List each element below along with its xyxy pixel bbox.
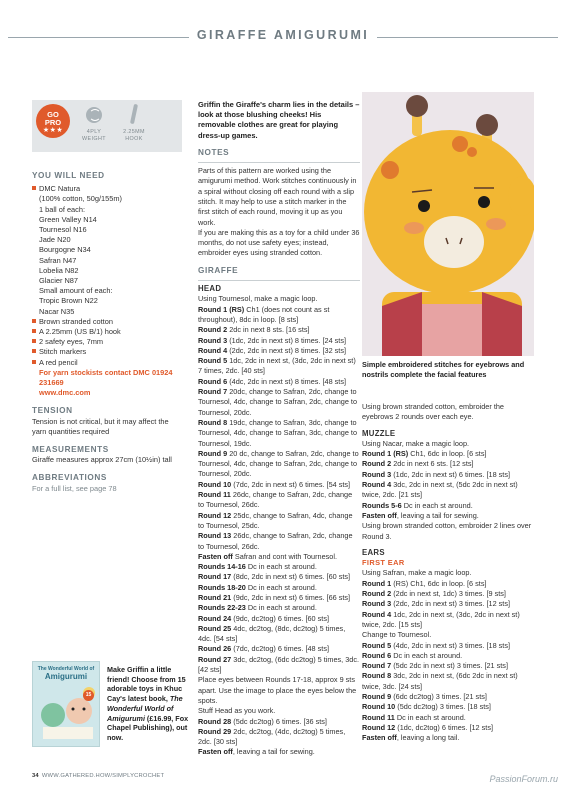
yarn-weight-label: 4PLY WEIGHT <box>82 129 106 142</box>
pattern-row: Rounds 5-6 Dc in each st around. <box>362 500 473 510</box>
stockist-info: For yarn stockists contact DMC 01924 231669 <box>39 367 173 388</box>
muzzle-intro: Using Nacar, make a magic loop. <box>362 438 470 448</box>
notes-paragraph-2: If you are making this as a toy for a child under 36 months, do not use safety eyes; instead, embroider eyes using stranded cotton. <box>198 227 360 258</box>
pattern-row: Rounds 14-16 Dc in each st around. <box>198 562 317 572</box>
pattern-row: Round 1 (RS) Ch1, 6dc in loop. [6 sts] <box>362 578 487 588</box>
pattern-row: Round 11 26dc, change to Safran, 2dc, change to Tournesol, 26dc. <box>198 490 353 510</box>
pattern-row: Fasten off, leaving a tail for sewing. <box>198 747 315 757</box>
pattern-row: Round 28 (5dc dc2tog) 6 times. [36 sts] <box>198 716 327 726</box>
pattern-row: Rounds 22-23 Dc in each st around. <box>198 603 317 613</box>
giraffe-illustration <box>362 92 534 356</box>
pattern-row: Round 7 20dc, change to Safran, 2dc, change to Tournesol, 4dc, change to Safran, 2dc, change to Tournesol, 20dc. <box>198 387 358 417</box>
pattern-row: Round 3 (1dc, 2dc in next st) 6 times. [18 sts] <box>362 469 511 479</box>
hook-size-label: 2.25MM HOOK <box>123 129 145 142</box>
page-number: 34 <box>32 773 39 779</box>
you-will-need-heading: YOU WILL NEED <box>32 171 105 180</box>
pattern-row: Round 4 (2dc, 2dc in next st) 8 times. [32 sts] <box>198 345 347 355</box>
eye-placement: Place eyes between Rounds 17-18, approx 9 sts apart. Use the image to place the eyes below the spots. <box>198 675 357 705</box>
giraffe-photo <box>362 92 534 356</box>
tension-text: Tension is not critical, but it may affect the yarn quantities required <box>32 416 169 436</box>
pattern-row: Round 24 (9dc, dc2tog) 6 times. [60 sts] <box>198 613 329 623</box>
other-items-list: Brown stranded cotton A 2.25mm (US B/1) hook 2 safety eyes, 7mm Stitch markers A red pencil <box>32 317 182 368</box>
pattern-row: Round 29 2dc, dc2tog, (4dc, dc2tog) 5 times, 2dc. [30 sts] <box>198 726 346 747</box>
middle-column <box>198 100 360 758</box>
abbreviations-heading: ABBREVIATIONS <box>32 473 107 483</box>
pattern-row: Round 27 3dc, dc2tog, (6dc dc2tog) 5 times, 3dc. [42 sts] <box>198 654 360 675</box>
page-title: GIRAFFE AMIGURUMI <box>0 28 566 42</box>
ears-intro: Using Safran, make a magic loop. <box>362 568 472 578</box>
pattern-row: Round 6 Dc in each st around. <box>362 650 463 660</box>
pattern-row: Round 5 (4dc, 2dc in next st) 3 times. [18 sts] <box>362 640 511 650</box>
notes-heading: NOTES <box>198 147 230 157</box>
one-ball-label: 1 ball of each: <box>39 204 86 214</box>
ears-pattern-rows <box>362 579 534 630</box>
pattern-row: Round 4 1dc, 2dc in next st, (3dc, 2dc in next st) twice, 2dc. [15 sts] <box>362 609 520 629</box>
skill-info-panel <box>32 100 182 152</box>
abbreviations-text: For a full list, see page 78 <box>32 483 117 493</box>
pattern-row: Round 26 (7dc, dc2tog) 6 times. [48 sts] <box>198 644 329 654</box>
yarn-desc: (100% cotton, 50g/155m) <box>39 194 122 204</box>
pattern-row: Rounds 18-20 Dc in each st around. <box>198 582 317 592</box>
colour-list-main: Green Valley N14 Tournesol N16 Jade N20 Bourgogne N34 Safran N47 Lobelia N82 Glacier N87 <box>39 214 97 286</box>
book-cover-badge: 15 <box>83 690 94 701</box>
pattern-row: Round 2 (2dc in next st, 1dc) 3 times. [9 sts] <box>362 589 506 599</box>
pattern-row: Round 10 (7dc, 2dc in next st) 6 times. [54 sts] <box>198 479 351 489</box>
pattern-row: Round 12 (1dc, dc2tog) 6 times. [12 sts] <box>362 722 493 732</box>
crochet-hook-icon <box>130 104 138 124</box>
pattern-row: Fasten off, leaving a tail for sewing. <box>362 510 479 520</box>
muzzle-heading: MUZZLE <box>362 428 396 438</box>
eyebrows-instruction: Using brown stranded cotton, embroider the eyebrows 2 rounds over each eye. <box>362 402 504 422</box>
pattern-row: Round 17 (8dc, 2dc in next st) 6 times. [60 sts] <box>198 572 351 582</box>
small-amount-label: Small amount of each: <box>39 286 113 296</box>
tension-heading: TENSION <box>32 406 73 416</box>
pattern-row: Round 5 1dc, 2dc in next st, (3dc, 2dc in next st) 7 times, 2dc. [40 sts] <box>198 356 356 376</box>
photo-caption: Simple embroidered stitches for eyebrows and nostrils complete the facial features <box>362 360 525 380</box>
pattern-row: Round 4 3dc, 2dc in next st, (5dc 2dc in next st) twice, 2dc. [21 sts] <box>362 480 518 500</box>
pattern-row: Round 21 (9dc, 2dc in next st) 6 times. [66 sts] <box>198 592 351 602</box>
intro-paragraph: Griffin the Giraffe's charm lies in the details – look at those blushing cheeks! His removable clothes are great for playing dress-up games. <box>198 100 360 140</box>
left-column <box>32 171 182 494</box>
right-column <box>362 402 534 744</box>
muzzle-pattern-rows <box>362 449 534 521</box>
pattern-row: Round 13 26dc, change to Safran, 2dc, change to Tournesol, 26dc. <box>198 531 353 551</box>
footer-url: WWW.GATHERED.HOW/SIMPLYCROCHET <box>41 773 165 779</box>
notes-rule <box>198 162 360 163</box>
pattern-row: Round 3 (2dc, 2dc in next st) 3 times. [12 sts] <box>362 599 511 609</box>
pattern-row: Round 10 (5dc dc2tog) 3 times. [18 sts] <box>362 702 491 712</box>
pattern-row: Round 9 (6dc dc2tog) 3 times. [21 sts] <box>362 692 487 702</box>
watermark: PassionForum.ru <box>489 774 558 784</box>
head-pattern-rows-end <box>198 717 360 758</box>
go-pro-badge <box>36 104 70 138</box>
pattern-row: Round 12 25dc, change to Safran, 4dc, change to Tournesol, 25dc. <box>198 510 353 530</box>
pattern-row: Round 11 Dc in each st around. <box>362 712 466 722</box>
pattern-row: Round 3 (1dc, 2dc in next st) 8 times. [24 sts] <box>198 335 347 345</box>
giraffe-heading: GIRAFFE <box>198 265 239 275</box>
book-cover-image <box>32 661 100 747</box>
change-colour: Change to Tournesol. <box>362 630 432 640</box>
pattern-row: Round 7 (5dc 2dc in next st) 3 times. [21 sts] <box>362 661 508 671</box>
pattern-row: Round 2 2dc in next 6 sts. [12 sts] <box>362 459 474 469</box>
badge-line-1: GO <box>47 110 59 119</box>
pattern-row: Round 2 2dc in next 8 sts. [16 sts] <box>198 325 310 335</box>
dmc-website-link[interactable]: www.dmc.com <box>39 388 91 398</box>
page-footer <box>32 773 164 779</box>
book-cover-subtitle: Amigurumi <box>44 672 88 681</box>
pattern-row: Round 8 19dc, change to Safran, 3dc, change to Tournesol, 4dc, change to Safran, 3dc, change to Tournesol, 19dc. <box>198 417 358 448</box>
pattern-row: Round 8 3dc, 2dc in next st, (6dc 2dc in next st) twice, 3dc. [24 sts] <box>362 671 518 691</box>
pattern-row: Fasten off, leaving a long tail. <box>362 733 460 743</box>
pattern-row: Round 25 4dc, dc2tog, (8dc, dc2tog) 5 times, 4dc. [54 sts] <box>198 623 346 644</box>
ears-heading: EARS <box>362 547 385 557</box>
pattern-row: Round 1 (RS) Ch1, 6dc in loop. [6 sts] <box>362 449 487 459</box>
stuff-instruction: Stuff Head as you work. <box>198 706 276 716</box>
page-header <box>0 0 566 50</box>
notes-paragraph-1: Parts of this pattern are worked using the amigurumi method. Work stitches continuously in a spiral without closing off each round with a slip stitch. It may help to use a stitch marker in the first stitch of each round, moving it up as you work. <box>198 166 357 227</box>
measurements-text: Giraffe measures approx 27cm (10½in) tall <box>32 455 172 465</box>
badge-stars: ★★★ <box>42 127 64 134</box>
book-cover-title: The Wonderful World of <box>37 666 95 672</box>
pattern-row: Round 1 (RS) Ch1 (does not count as st throughout), 8dc in loop. [8 sts] <box>198 304 330 324</box>
badge-line-2: PRO <box>44 118 62 127</box>
muzzle-end: Using brown stranded cotton, embroider 2 lines over Round 3. <box>362 521 532 541</box>
ears-pattern-rows-end <box>362 641 534 744</box>
colour-list-small: Tropic Brown N22 Nacar N35 <box>39 296 98 316</box>
giraffe-rule <box>198 280 360 281</box>
yarn-brand: DMC Natura <box>32 184 182 194</box>
first-ear-heading: FIRST EAR <box>362 558 405 568</box>
pattern-row: Fasten off Safran and cont with Tournesol. <box>198 551 337 561</box>
head-pattern-rows <box>198 305 360 676</box>
book-title: The Wonderful World of Amigurumi <box>107 694 183 723</box>
book-promo-text: Make Griffin a little friend! Choose from 15 adorable toys in Khuc Cay's latest book, The Wonderful World of Amigurumi (£16.99, Fox Chapel Publishing), out now. <box>107 665 189 742</box>
measurements-heading: MEASUREMENTS <box>32 445 109 455</box>
head-intro: Using Tournesol, make a magic loop. <box>198 294 318 304</box>
pattern-row: Round 9 20 dc, change to Safran, 2dc, change to Tournesol, 4dc, change to Safran, 2dc, change to Tournesol, 20dc. <box>198 448 359 479</box>
pattern-row: Round 6 (4dc, 2dc in next st) 8 times. [48 sts] <box>198 376 347 386</box>
head-heading: HEAD <box>198 284 222 294</box>
yarn-ball-icon <box>86 107 102 123</box>
